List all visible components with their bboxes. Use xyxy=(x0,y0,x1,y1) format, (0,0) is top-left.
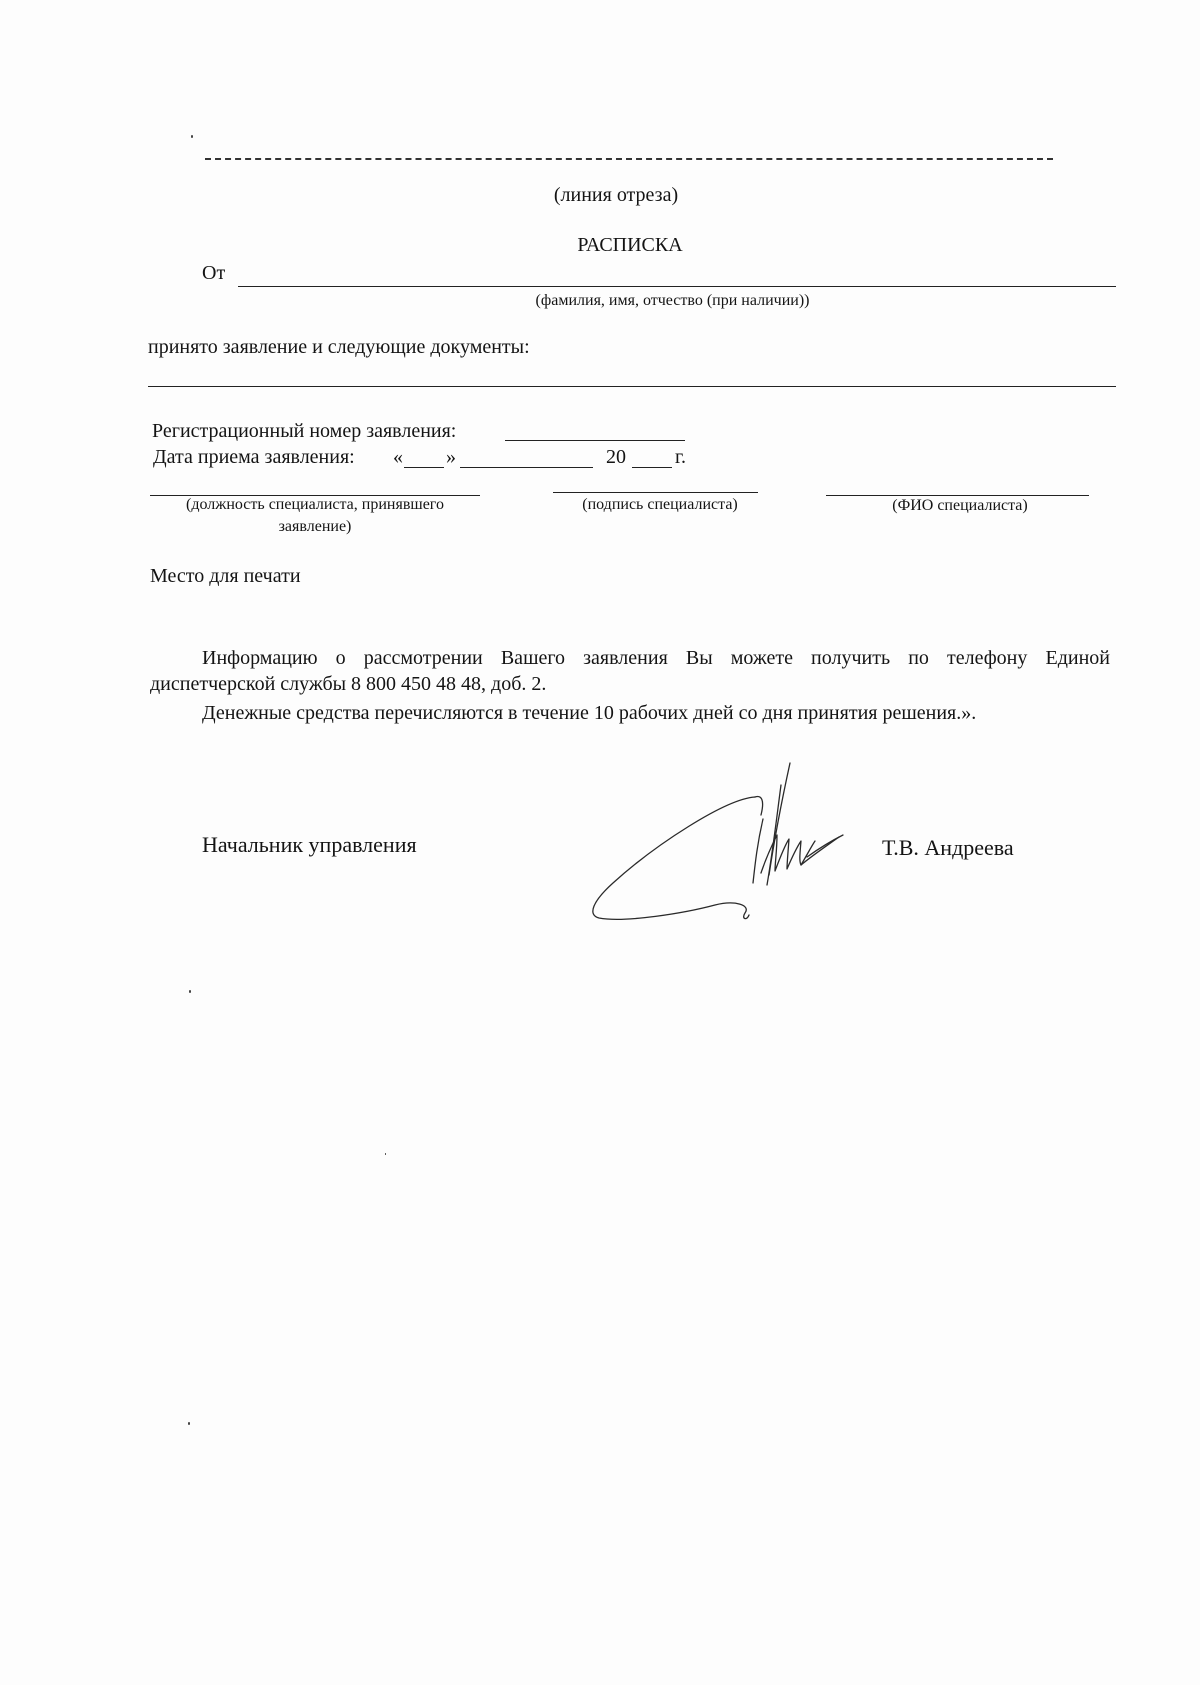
signatory-position: Начальник управления xyxy=(202,832,417,857)
date-open-quote: « xyxy=(393,446,403,468)
date-close-quote: » xyxy=(446,446,456,468)
documents-line xyxy=(148,386,1116,387)
signature-caption: (подпись специалиста) xyxy=(582,496,738,513)
year-suffix: г. xyxy=(675,446,686,468)
info-paragraph-2: Денежные средства перечисляются в течение 10 рабочих дней со дня принятия решения.». xyxy=(202,702,977,724)
date-day-line xyxy=(404,467,444,468)
reg-number-line xyxy=(505,440,685,441)
info-paragraph-line2: диспетчерской службы 8 800 450 48 48, доб. 2. xyxy=(150,673,547,695)
from-name-caption: (фамилия, имя, отчество (при наличии)) xyxy=(535,292,810,309)
from-name-line xyxy=(238,286,1116,287)
name-line xyxy=(826,495,1089,496)
name-caption: (ФИО специалиста) xyxy=(892,497,1028,514)
accepted-documents-text: принято заявление и следующие документы: xyxy=(148,336,530,358)
cut-line-caption: (линия отреза) xyxy=(553,184,679,206)
scan-speck xyxy=(191,135,193,138)
info-paragraph-line1: Информацию о рассмотрении Вашего заявления Вы можете получить по телефону Единой xyxy=(202,647,1110,669)
scan-speck xyxy=(189,990,191,993)
date-label: Дата приема заявления: xyxy=(153,446,355,468)
from-label: От xyxy=(202,262,226,284)
date-month-line xyxy=(460,467,593,468)
scan-speck xyxy=(188,1422,190,1425)
scan-speck xyxy=(385,1153,386,1155)
position-caption-line1: (должность специалиста, принявшего xyxy=(186,496,444,513)
receipt-title: РАСПИСКА xyxy=(577,234,683,256)
reg-number-label: Регистрационный номер заявления: xyxy=(152,420,457,442)
year-prefix: 20 xyxy=(606,446,626,468)
date-year-line xyxy=(632,467,672,468)
cut-line xyxy=(205,158,1053,160)
signature-line xyxy=(553,492,758,493)
signatory-name: Т.В. Андреева xyxy=(882,835,1014,860)
stamp-place: Место для печати xyxy=(150,565,301,587)
handwritten-signature-icon xyxy=(585,755,850,925)
position-caption-line2: заявление) xyxy=(278,518,352,535)
